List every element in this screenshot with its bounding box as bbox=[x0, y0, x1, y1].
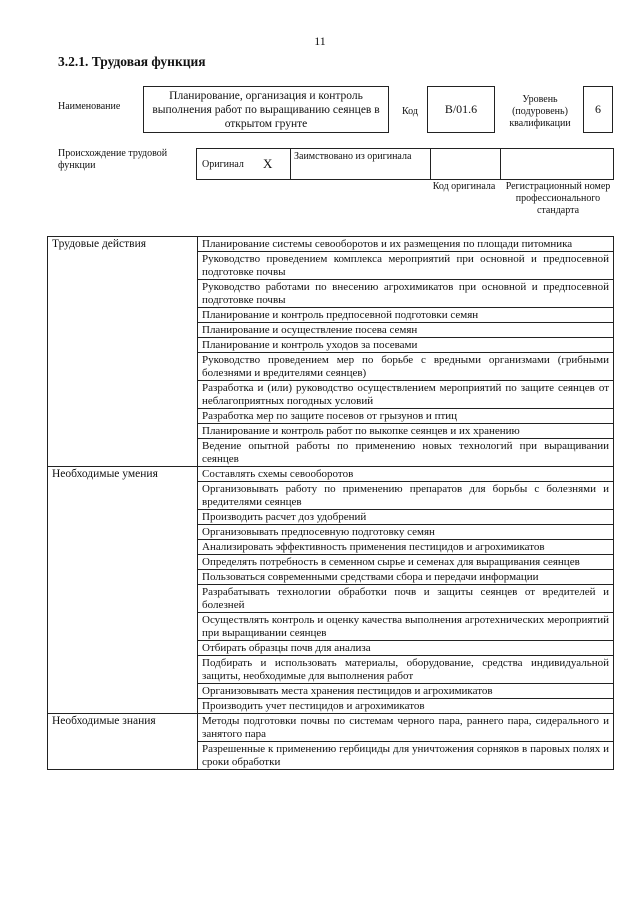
table-item: Отбирать образцы почв для анализа bbox=[198, 641, 614, 656]
table-item: Организовывать предпосевную подготовку семян bbox=[198, 525, 614, 540]
level-label: Уровень (подуровень) квалификации bbox=[509, 94, 571, 129]
table-item: Разрешенные к применению гербициды для уничтожения сорняков в паровых полях и сроки обработки bbox=[198, 742, 614, 770]
level-box bbox=[583, 86, 613, 133]
function-code-box bbox=[427, 86, 495, 133]
table-item: Руководство проведением комплекса мероприятий при основной и предпосевной подготовке почвы bbox=[198, 252, 614, 280]
table-item: Ведение опытной работы по применению новых технологий при выращивании сеянцев bbox=[198, 439, 614, 467]
function-table-body bbox=[48, 237, 614, 770]
table-item: Определять потребность в семенном сырье и семенах для выращивания сеянцев bbox=[198, 555, 614, 570]
table-item: Пользоваться современными средствами сбора и передачи информации bbox=[198, 570, 614, 585]
page-number: 11 bbox=[314, 34, 326, 48]
table-item: Планирование системы севооборотов и их размещения по площади питомника bbox=[198, 237, 614, 252]
section-heading: 3.2.1. Трудовая функция bbox=[58, 54, 206, 69]
table-item: Разработка и (или) руководство осуществлением мероприятий по защите сеянцев от неблагоприятных погодных условий bbox=[198, 381, 614, 409]
table-item: Составлять схемы севооборотов bbox=[198, 467, 614, 482]
table-item: Планирование и контроль работ по выкопке сеянцев и их хранению bbox=[198, 424, 614, 439]
table-item: Осуществлять контроль и оценку качества выполнения агротехнических мероприятий при выращивании сеянцев bbox=[198, 613, 614, 641]
section-title: Необходимые знания bbox=[48, 714, 198, 770]
section-title: Трудовые действия bbox=[48, 237, 198, 467]
function-table bbox=[47, 236, 614, 770]
origin-label: Происхождение трудовой функции bbox=[58, 148, 168, 171]
table-row bbox=[48, 467, 614, 482]
table-item: Планирование и контроль предпосевной подготовки семян bbox=[198, 308, 614, 323]
table-item: Подбирать и использовать материалы, оборудование, средства индивидуальной защиты, необходимые для выполнения работ bbox=[198, 656, 614, 684]
borrowed-cell bbox=[290, 148, 431, 180]
original-label: Оригинал bbox=[202, 159, 244, 170]
function-code: B/01.6 bbox=[444, 102, 478, 116]
code-label: Код bbox=[402, 106, 418, 117]
table-item: Планирование и контроль уходов за посевами bbox=[198, 338, 614, 353]
table-item: Планирование и осуществление посева семян bbox=[198, 323, 614, 338]
original-mark: X bbox=[263, 156, 273, 171]
table-item: Производить расчет доз удобрений bbox=[198, 510, 614, 525]
level-value: 6 bbox=[595, 102, 601, 116]
borrowed-label: Заимствовано из оригинала bbox=[294, 151, 412, 162]
table-item: Организовывать места хранения пестицидов и агрохимикатов bbox=[198, 684, 614, 699]
origin-row bbox=[196, 148, 614, 180]
table-row bbox=[48, 714, 614, 742]
code-original-label: Код оригинала bbox=[432, 181, 496, 192]
table-item: Методы подготовки почвы по системам черного пара, раннего пара, сидерального и занятого пара bbox=[198, 714, 614, 742]
section-title: Необходимые умения bbox=[48, 467, 198, 714]
table-item: Производить учет пестицидов и агрохимикатов bbox=[198, 699, 614, 714]
reg-number-label: Регистрационный номер профессионального стандарта bbox=[505, 181, 611, 216]
code-original-cell bbox=[430, 148, 501, 180]
table-item: Анализировать эффективность применения пестицидов и агрохимикатов bbox=[198, 540, 614, 555]
table-item: Руководство работами по внесению агрохимикатов при основной и предпосевной подготовке почвы bbox=[198, 280, 614, 308]
original-cell bbox=[196, 148, 291, 180]
function-name: Планирование, организация и контроль выполнения работ по выращиванию сеянцев в открытом грунте bbox=[152, 90, 380, 130]
table-item: Организовывать работу по применению препаратов для борьбы с болезнями и вредителями сеянцев bbox=[198, 482, 614, 510]
table-row bbox=[48, 237, 614, 252]
function-name-box bbox=[143, 86, 389, 133]
table-item: Руководство проведением мер по борьбе с вредными организмами (грибными болезнями и вредителями сеянцев) bbox=[198, 353, 614, 381]
table-item: Разрабатывать технологии обработки почв и защиты сеянцев от вредителей и болезней bbox=[198, 585, 614, 613]
reg-number-cell bbox=[500, 148, 614, 180]
name-label: Наименование bbox=[58, 101, 121, 112]
table-item: Разработка мер по защите посевов от грызунов и птиц bbox=[198, 409, 614, 424]
